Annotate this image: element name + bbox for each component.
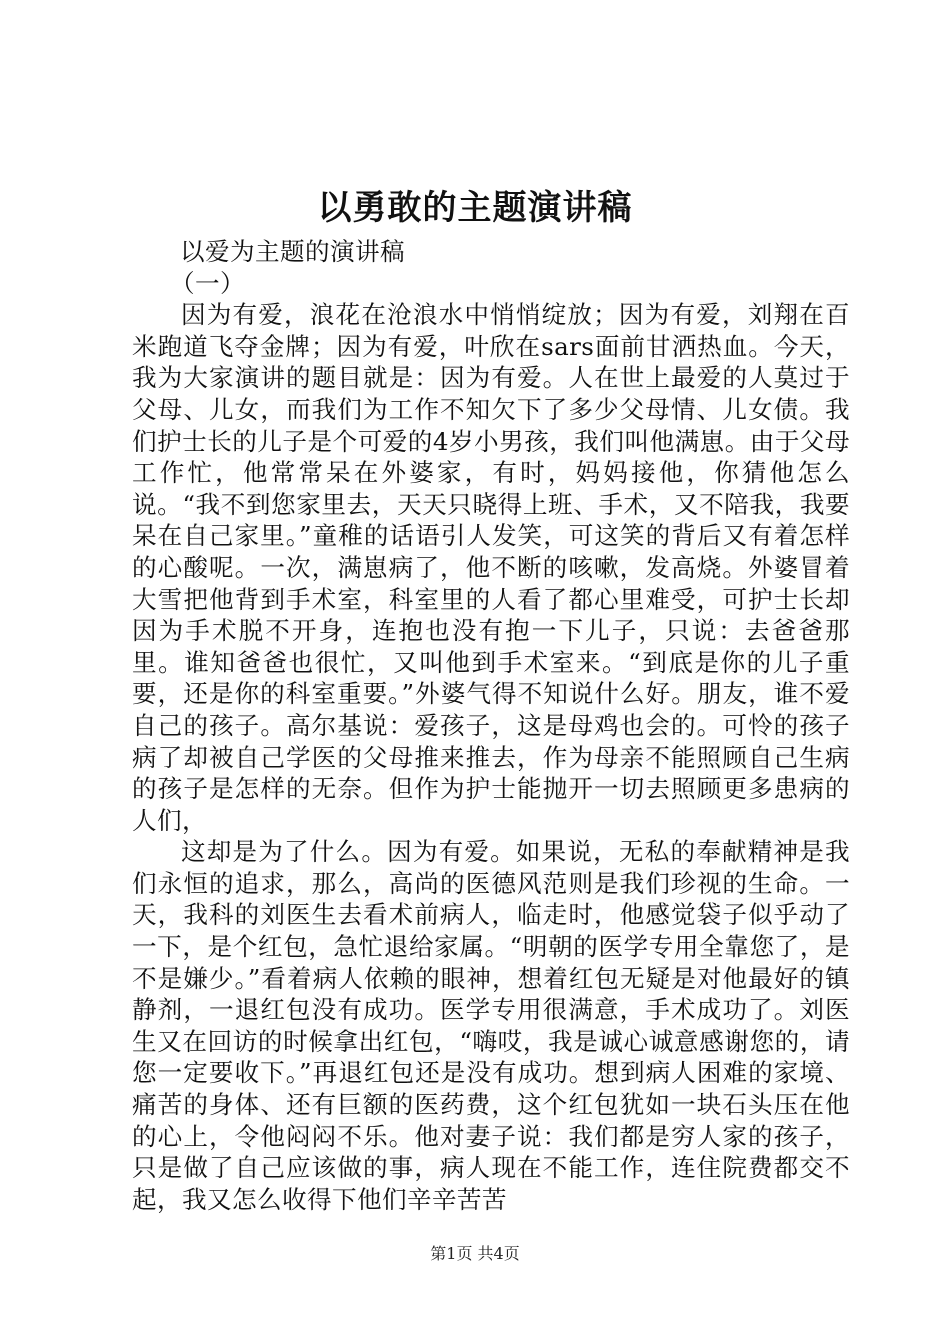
document-body [132,236,850,1215]
document-title: 以勇敢的主题演讲稿 [317,188,633,228]
paragraph-1: 因为有爱，浪花在沧浪水中悄悄绽放；因为有爱，刘翔在百米跑道飞夺金牌；因为有爱，叶欣在sars面前甘洒热血。今天，我为大家演讲的题目就是：因为有爱。人在世上最爱的人莫过于父母、儿女，而我们为工作不知欠下了多少父母情、儿女债。我们护士长的儿子是个可爱的4岁小男孩，我们叫他满崽。由于父母工作忙，他常常呆在外婆家，有时，妈妈接他，你猜他怎么说。“我不到您家里去，天天只晓得上班、手术，又不陪我，我要呆在自己家里。”童稚的话语引人发笑，可这笑的背后又有着怎样的心酸呢。一次，满崽病了，他不断的咳嗽，发高烧。外婆冒着大雪把他背到手术室，科室里的人看了都心里难受，可护士长却因为手术脱不开身，连抱也没有抱一下儿子，只说：去爸爸那里。谁知爸爸也很忙，又叫他到手术室来。“到底是你的儿子重要，还是你的科室重要。”外婆气得不知说什么好。朋友，谁不爱自己的孩子。高尔基说：爱孩子，这是母鸡也会的。可怜的孩子病了却被自己学医的父母推来推去，作为母亲不能照顾自己生病的孩子是怎样的无奈。但作为护士能抛开一切去照顾更多患病的人们， [132,300,850,835]
paragraph-2: 这却是为了什么。因为有爱。如果说，无私的奉献精神是我们永恒的追求，那么，高尚的医德风范则是我们珍视的生命。一天，我科的刘医生去看术前病人，临走时，他感觉袋子似乎动了一下，是个红包，急忙退给家属。“明朝的医学专用全靠您了，是不是嫌少。”看着病人依赖的眼神，想着红包无疑是对他最好的镇静剂，一退红包没有成功。医学专用很满意，手术成功了。刘医生又在回访的时候拿出红包，“嗨哎，我是诚心诚意感谢您的，请您一定要收下。”再退红包还是没有成功。想到病人困难的家境、痛苦的身体、还有巨额的医药费，这个红包犹如一块石头压在他的心上，令他闷闷不乐。他对妻子说：我们都是穷人家的孩子，只是做了自己应该做的事，病人现在不能工作，连住院费都交不起，我又怎么收得下他们辛辛苦苦 [132,837,850,1214]
section-number: （一） [170,268,245,298]
document-subtitle: 以爱为主题的演讲稿 [180,237,405,266]
page-footer: 第1页 共4页 [430,1244,520,1263]
